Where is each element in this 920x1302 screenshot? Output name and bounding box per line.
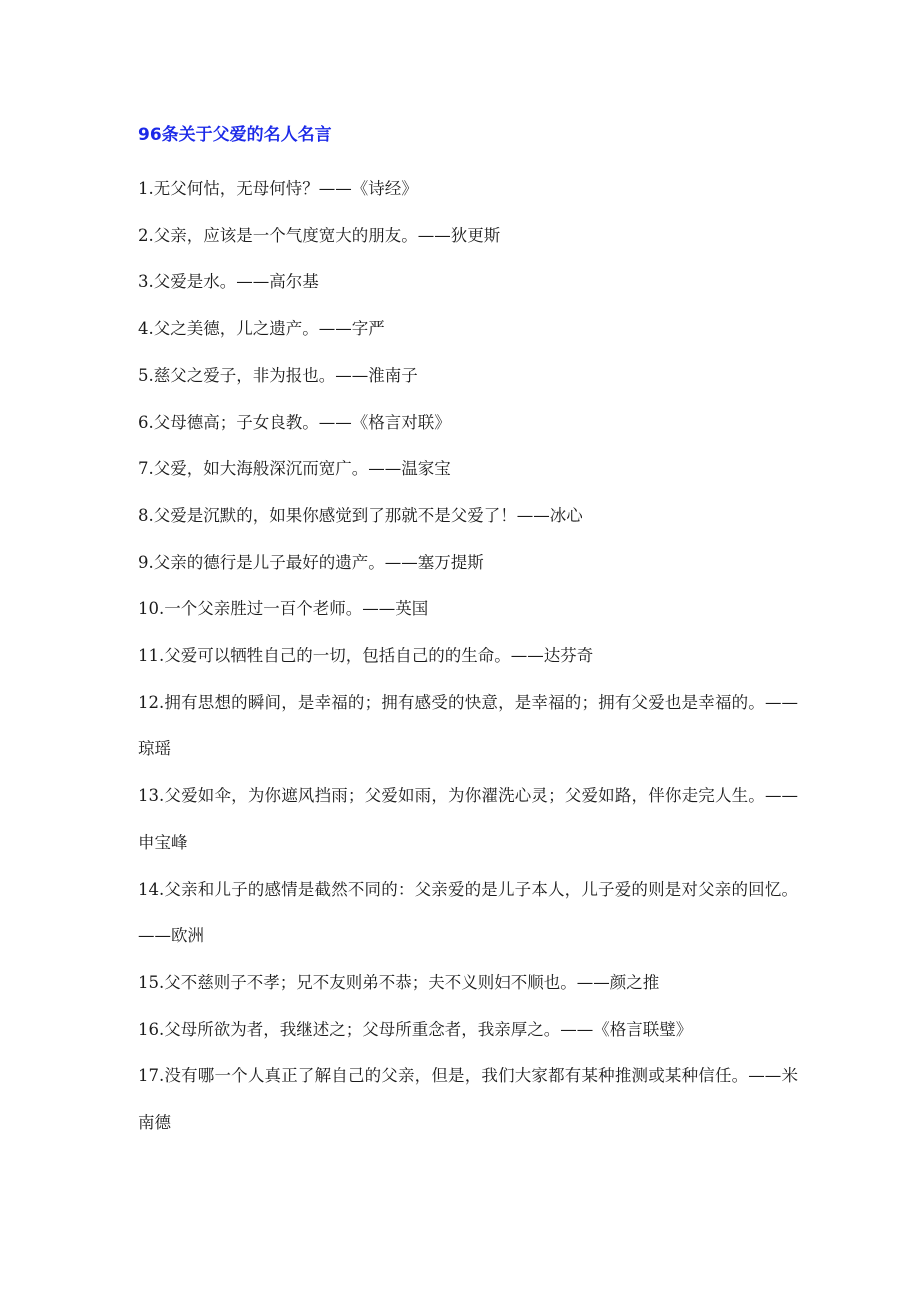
quote-list bbox=[138, 166, 798, 1147]
quote-item: 3.父爱是水。——高尔基 bbox=[138, 272, 319, 292]
quote-item: 10.一个父亲胜过一百个老师。——英国 bbox=[138, 599, 429, 619]
quote-item: 12.拥有思想的瞬间，是幸福的；拥有感受的快意，是幸福的；拥有父爱也是幸福的。——琼瑶 bbox=[138, 692, 798, 759]
quote-item: 5.慈父之爱子，非为报也。——淮南子 bbox=[138, 365, 418, 385]
quote-item: 1.无父何怙，无母何恃？——《诗经》 bbox=[138, 179, 418, 198]
quote-item: 11.父爱可以牺牲自己的一切，包括自己的的生命。——达芬奇 bbox=[138, 646, 594, 666]
quote-item: 17.没有哪一个人真正了解自己的父亲，但是，我们大家都有某种推测或某种信任。——米南德 bbox=[138, 1066, 798, 1133]
quote-item: 2.父亲，应该是一个气度宽大的朋友。——狄更斯 bbox=[138, 225, 501, 245]
quote-item: 16.父母所欲为者，我继述之；父母所重念者，我亲厚之。——《格言联璧》 bbox=[138, 1019, 693, 1039]
quote-item: 13.父爱如伞，为你遮风挡雨；父爱如雨，为你濯洗心灵；父爱如路，伴你走完人生。——申宝峰 bbox=[138, 786, 798, 852]
quote-item: 14.父亲和儿子的感情是截然不同的：父亲爱的是儿子本人，儿子爱的则是对父亲的回忆。——欧洲 bbox=[138, 879, 798, 946]
document-title: 96条关于父爱的名人名言 bbox=[138, 125, 332, 145]
quote-item: 15.父不慈则子不孝；兄不友则弟不恭；夫不义则妇不顺也。——颜之推 bbox=[138, 972, 660, 992]
quote-item: 8.父爱是沉默的，如果你感觉到了那就不是父爱了！——冰心 bbox=[138, 505, 583, 525]
document-content bbox=[138, 118, 798, 1147]
quote-item: 4.父之美德，儿之遗产。——字严 bbox=[138, 319, 385, 339]
quote-item: 9.父亲的德行是儿子最好的遗产。——塞万提斯 bbox=[138, 552, 484, 572]
quote-item: 7.父爱，如大海般深沉而宽广。——温家宝 bbox=[138, 459, 451, 479]
quote-item: 6.父母德高；子女良教。——《格言对联》 bbox=[138, 412, 451, 432]
